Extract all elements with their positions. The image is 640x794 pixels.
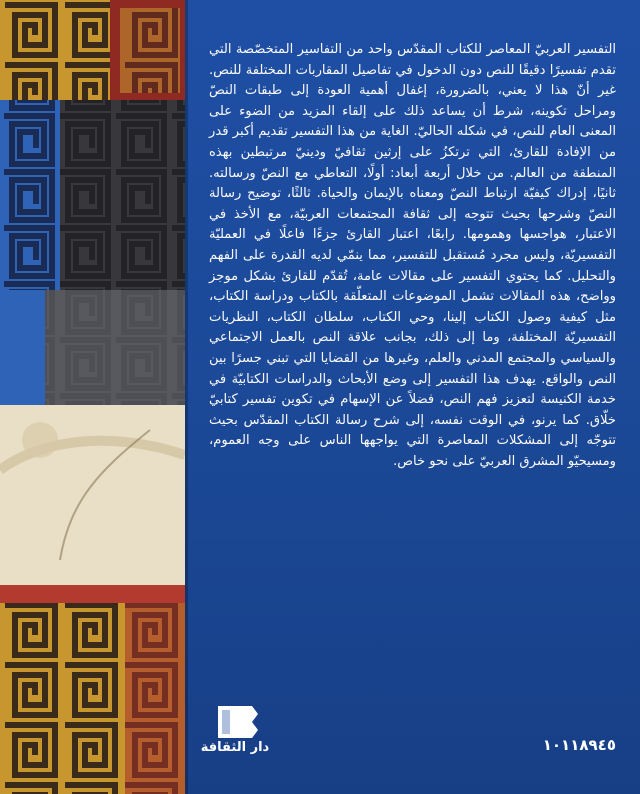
cover-blurb: التفسير العربيّ المعاصر للكتاب المقدّس واحد من التفاسير المتخصّصة التي تقدم تفسيرًا دقيقًا للنص دون الدخول في تفاصيل المقاربات المختلفة للنص. غير أنّ هذا لا يعني، بالضرورة، إغفال أهمية العودة إلى طبقات النصّ ومراحل تكوينه، شرط أن يساعد ذلك على إلقاء المزيد من الضوء على المعنى العام للنص، في شكله الحاليّ. الغاية من هذا التفسير تقديم أكبر قدر من الإفادة للقارئ، التي ترتكزُ على إرثين ثقافيّ ودينيّ مرتبطين بهذه المنطقة من العالم. من خلال أربعة أبعاد: أولًا، التعاطي مع النصّ ورسالته. ثانيًا، إدراك كيفيّة ارتباط النصّ ومعناه بالإيمان والحياة. ثالثًا، توضيح رسالة النصّ وشرحها بحيث تتوجه إلى ثقافة المجتمعات العربيّة، مع الأخذ في الاعتبار، هواجسها وهمومها. رابعًا، اعتبار القارئ جزءًا فاعلًا في العمليّة التفسيريّة، وليس مجرد مُستقبل للتفسير، مما ينمّي لديه القدرة على الفهم والتحليل. كما يحتوي التفسير على مقالات عامة، تُقدّم للقارئ بشكل موجز وواضح، هذه المقالات تشمل الموضوعات المتعلّقة بالكتاب ودراسة الكتاب، مثل كيفية وصول الكتاب إلينا، وحي الكتاب، سلطان الكتاب، النظريات التفسيريّة المختلفة، وما إلى ذلك، بجانب علاقة النص بالعمل الاجتماعي والسياسي والمجتمع المدني والعلم، وغيرها من القضايا التي تبني جسرًا بين النص والواقع. يهدف هذا التفسير إلى وضع الأبحاث والدراسات الكتابيّة في خدمة الكنيسة لتعزيز فهم النص، فضلاً عن الإسهام في تكوين تفسير كتابيّ خلّاق. كما يرنو، في الوقت نفسه، إلى شرح رسالة الكتاب المقدّس بحيث تتوجّه إلى المشكلات المعاصرة التي يواجهها الناس على وجه العموم، ومسيحيّو المشرق العربيّ على نحو خاص. [209,42,616,469]
publisher-name: دار الثقافة [200,740,270,755]
artwork-graphic [0,0,185,794]
decorative-artwork [0,0,185,794]
isbn-number: ١٠١١٨٩٤٥ [542,736,616,754]
panel-divider [185,0,188,794]
